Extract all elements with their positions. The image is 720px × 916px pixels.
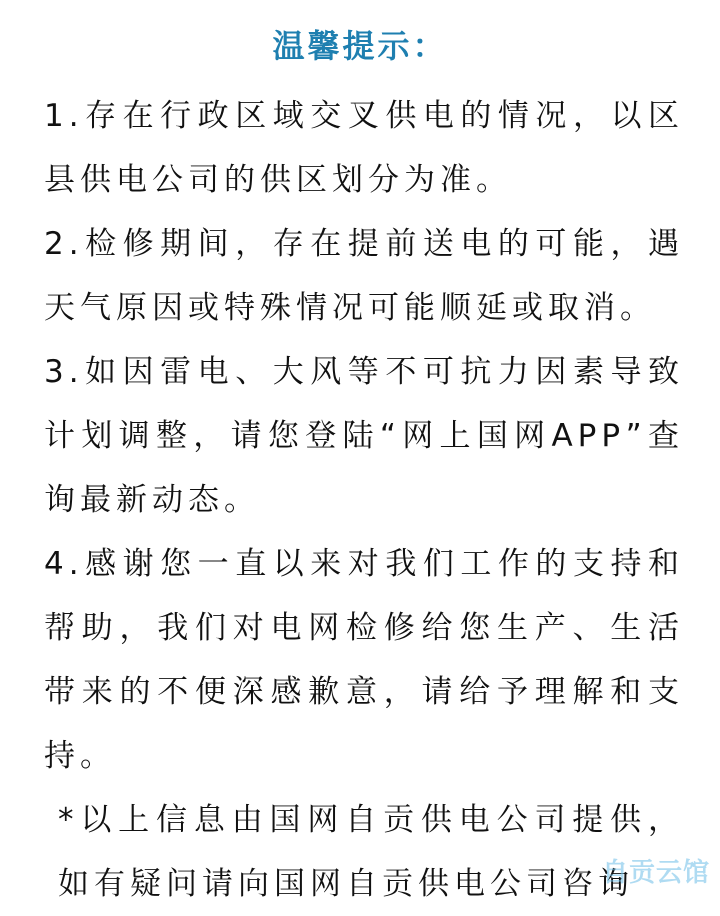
source-note: *以上信息由国网自贡供电公司提供，如有疑问请向国网自贡供电公司咨询 <box>58 802 684 902</box>
notice-item-4: 4.感谢您一直以来对我们工作的支持和帮助，我们对电网检修给您生产、生活带来的不便深感歉意，请给予理解和支持。 <box>44 546 684 774</box>
notice-title: 温馨提示： <box>272 27 448 65</box>
notice-content <box>44 84 684 916</box>
notice-item-1: 1.存在行政区域交叉供电的情况，以区县供电公司的供区划分为准。 <box>44 98 684 198</box>
notice-item-2: 2.检修期间，存在提前送电的可能，遇天气原因或特殊情况可能顺延或取消。 <box>44 226 684 326</box>
watermark-logo: 自贡云馆 <box>601 858 710 888</box>
notice-item-3: 3.如因雷电、大风等不可抗力因素导致计划调整，请您登陆“网上国网APP”查询最新动态。 <box>44 354 684 518</box>
